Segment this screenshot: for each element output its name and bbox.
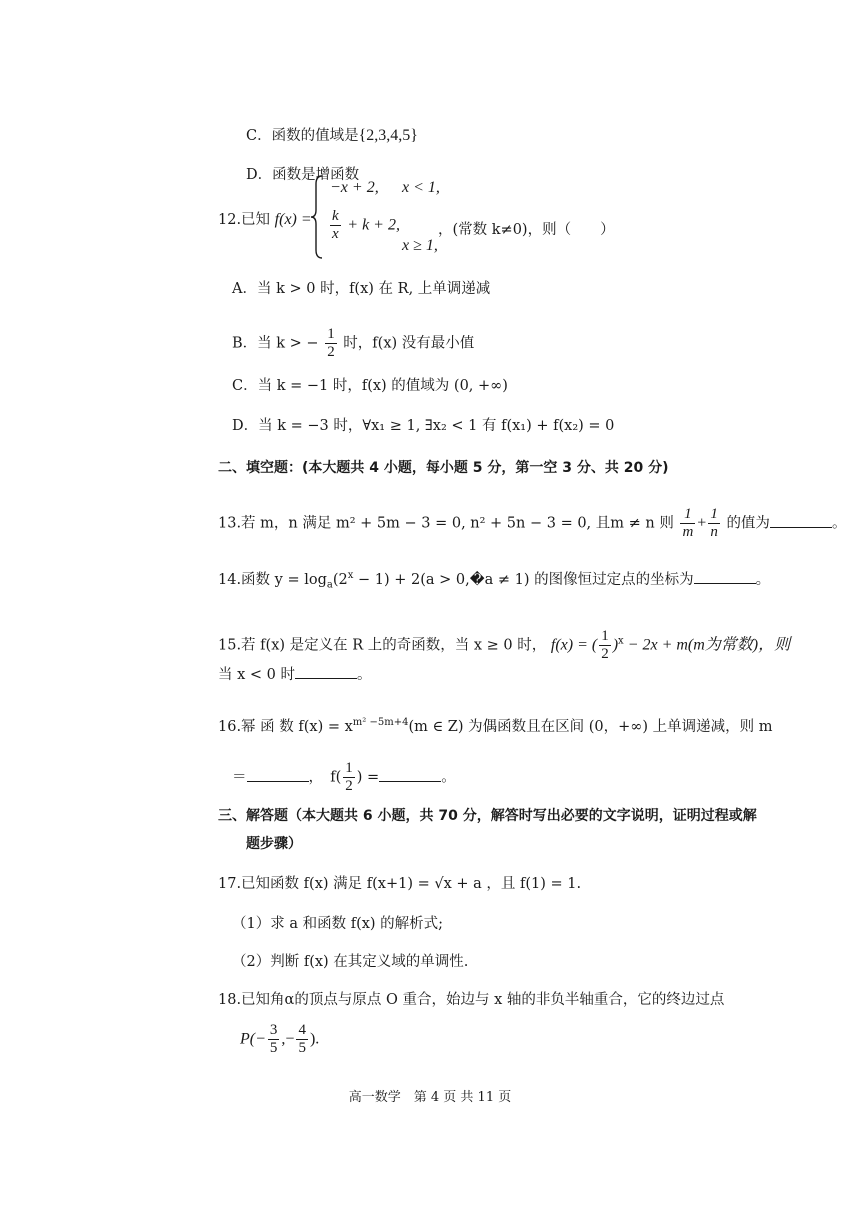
q12-stem-prefix [218, 210, 312, 230]
q12-option-b-pre: B．当 k > − [232, 335, 319, 352]
q15-pre: 15.若 f(x) 是定义在 R 上的奇函数，当 x ≥ 0 时， [218, 637, 547, 654]
q12-case1-cond: x < 1, [402, 179, 440, 196]
q11-option-c [246, 126, 418, 146]
q12-option-b-den: 2 [327, 344, 335, 360]
q16-den: 2 [345, 778, 353, 794]
q12-case2-rest: + k + 2, [347, 216, 400, 234]
q14-sub: a [326, 579, 333, 591]
q16-mid: (m ∈ Z) 为偶函数且在区间 (0，+∞) 上单调递减，则 m [408, 718, 773, 735]
q14-answer-blank [694, 569, 756, 584]
q12-case2-den: x [332, 226, 339, 242]
q18-fraction-1 [268, 1022, 280, 1057]
q14-text3: − 1) + 2(a > 0,�a ≠ 1) 的图像恒过定点的坐标为 [353, 571, 694, 588]
q15-f: f(x) = ( [550, 636, 598, 654]
q13-num2: 1 [710, 506, 718, 522]
q12-case2 [328, 208, 400, 243]
q18-comma: ,− [281, 1030, 295, 1048]
q14-sup: x [347, 570, 354, 581]
q14 [218, 566, 770, 596]
section-2-heading: 二、填空题：(本大题共 4 小题，每小题 5 分，第一空 3 分、共 20 分) [218, 460, 669, 476]
q18-line1: 18.已知角α的顶点与原点 O 重合，始边与 x 轴的非负半轴重合，它的终边过点 [218, 992, 725, 1008]
q18-post: ). [309, 1030, 320, 1048]
q15-close-paren: ) [612, 636, 619, 654]
q15-line1 [218, 628, 790, 663]
q16-answer-blank-1 [247, 767, 309, 782]
q12-option-d: D．当 k = −3 时，∀x₁ ≥ 1, ∃x₂ < 1 有 f(x₁) + f(x₂) = 0 [232, 418, 615, 434]
q13-den1: m [682, 524, 694, 540]
piecewise-brace-icon [310, 174, 324, 260]
q16-sup: m² −5m+4 [352, 717, 409, 728]
q13-den2: n [710, 524, 718, 540]
q15-post: − 2x + m(m为常数)，则 [623, 636, 791, 654]
q12-function-name: f(x) = [274, 211, 312, 228]
section-3-heading-line2: 题步骤） [246, 836, 302, 852]
q16-answer-blank-2 [379, 767, 441, 782]
q16-num: 1 [345, 760, 353, 776]
q11-option-c-set: {2,3,4,5} [358, 127, 418, 144]
q14-end: 。 [755, 571, 771, 588]
q18-den1: 5 [269, 1040, 278, 1056]
q13-plus: + [697, 514, 707, 532]
q14-text: 14.函数 y = log [218, 571, 327, 588]
page-footer: 高一数学 第 4 页 共 11 页 [348, 1090, 512, 1105]
q11-option-c-text: C．函数的值域是 [246, 128, 359, 144]
q12-case2-num: k [332, 208, 339, 224]
q12-case2-fraction [330, 208, 341, 243]
q13-num1: 1 [680, 506, 695, 524]
q18-pre: P(− [240, 1030, 266, 1048]
q12-option-c: C．当 k = −1 时，f(x) 的值域为 (0, +∞) [232, 378, 508, 394]
q15-den: 2 [601, 646, 609, 662]
q16-line2-pre: ＝ [232, 769, 247, 786]
q16-line2 [232, 760, 456, 795]
q13-post: 的值为 [726, 515, 770, 532]
q13-fraction-2 [708, 506, 720, 541]
q17-part1: （1）求 a 和函数 f(x) 的解析式; [232, 916, 444, 932]
q17-stem: 17.已知函数 f(x) 满足 f(x+1) = √x + a ，且 f(1) = 1. [218, 876, 582, 892]
q12-option-b-fraction [325, 326, 337, 361]
q13-pre: 13.若 m，n 满足 m² + 5m − 3 = 0, n² + 5n − 3 = 0, 且m ≠ n 则 [218, 515, 674, 532]
q15-end: 。 [357, 667, 372, 683]
q16-line2-mid2: ) = [356, 769, 380, 786]
q15-num: 1 [601, 628, 609, 644]
q12-case2-cond: x ≥ 1, [402, 237, 438, 254]
q12-option-a: A．当 k > 0 时，f(x) 在 R, 上单调递减 [232, 281, 491, 297]
q18-den2: 5 [298, 1040, 306, 1056]
q13-end: 。 [831, 515, 847, 532]
q15-sup: x [618, 635, 624, 647]
q16-line2-mid: ， f( [308, 769, 342, 786]
q12-stem-suffix: ，(常数 k≠0)，则（ ） [438, 222, 615, 238]
q16-end: 。 [441, 769, 456, 786]
section-3-heading-line1: 三、解答题（本大题共 6 小题，共 70 分，解答时写出必要的文字说明，证明过程或解 [218, 808, 757, 824]
q17-part2: （2）判断 f(x) 在其定义域的单调性. [232, 954, 469, 970]
q18-num1: 3 [269, 1022, 278, 1038]
q16-line1 [218, 713, 772, 737]
q13 [218, 506, 846, 541]
q15-line2-pre: 当 x < 0 时 [218, 667, 295, 683]
q13-fraction-1 [680, 506, 695, 541]
q18-fraction-2 [296, 1022, 308, 1057]
q15-answer-blank [295, 664, 357, 679]
q13-answer-blank [770, 513, 832, 528]
q15-line2 [218, 664, 372, 685]
q11-option-d-text: D．函数是增函数 [246, 167, 360, 183]
q14-text2: (2 [332, 571, 348, 588]
q12-option-b [232, 326, 474, 361]
q16-fraction [343, 760, 355, 795]
q12-option-b-post: 时，f(x) 没有最小值 [343, 335, 475, 352]
q12-option-b-num: 1 [327, 326, 335, 342]
q15-fraction [599, 628, 611, 663]
q18-line2 [240, 1022, 319, 1057]
q12-case1-expr: −x + 2, [330, 179, 379, 196]
q12-prefix: 12.已知 [218, 212, 271, 228]
q18-num2: 4 [298, 1022, 306, 1038]
q16-pre: 16.幂 函 数 f(x) = x [218, 718, 353, 735]
